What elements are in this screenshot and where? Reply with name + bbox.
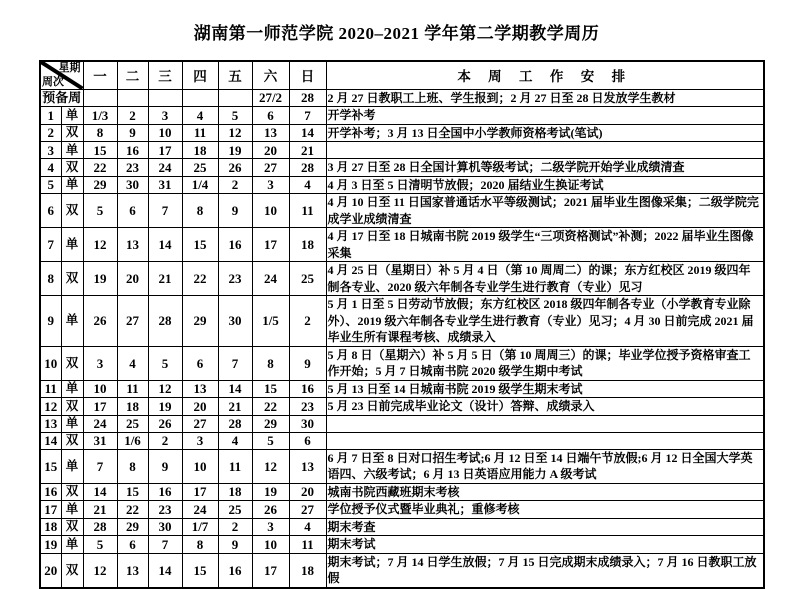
day-date-cell: 23 (117, 159, 148, 177)
day-date-cell: 10 (182, 449, 218, 483)
day-date-cell: 29 (252, 415, 289, 432)
day-date-cell: 8 (252, 346, 289, 380)
day-date-cell: 9 (218, 536, 252, 554)
day-date-cell: 13 (289, 449, 326, 483)
calendar-row (40, 262, 764, 296)
day-date-cell: 16 (148, 483, 182, 501)
week-parity-cell: 双 (61, 432, 83, 449)
day-date-cell: 30 (218, 296, 252, 347)
day-date-cell: 7 (148, 194, 182, 228)
week-parity-cell: 双 (61, 483, 83, 501)
work-schedule-cell: 5 月 8 日（星期六）补 5 月 5 日（第 10 周周三）的课；毕业学位授予资格审查工作开始；5 月 7 日城南书院 2020 级学生期中考试 (326, 346, 764, 380)
work-schedule-cell: 6 月 7 日至 8 日对口招生考试;6 月 12 日至 14 日端午节放假;6 月 12 日全国大学英语四、六级考试；6 月 13 日英语应用能力 A 级考试 (326, 449, 764, 483)
day-date-cell: 26 (83, 296, 117, 347)
work-schedule-cell: 2 月 27 日教职工上班、学生报到；2 月 27 日至 28 日发放学生教材 (326, 89, 764, 107)
day-date-cell: 15 (117, 483, 148, 501)
day-header-tue: 二 (117, 61, 148, 89)
day-date-cell: 18 (182, 142, 218, 159)
work-schedule-cell: 4 月 25 日（星期日）补 5 月 4 日（第 10 周周二）的课；东方红校区 2019 级四年制各专业、2020 级六年制各专业学生进行教育（专业）见习 (326, 262, 764, 296)
week-parity-cell: 单 (61, 296, 83, 347)
corner-label-weekday: 星期 (58, 62, 81, 74)
day-date-cell: 3 (252, 518, 289, 536)
day-date-cell: 31 (148, 176, 182, 194)
day-date-cell: 11 (218, 449, 252, 483)
day-header-thu: 四 (182, 61, 218, 89)
day-date-cell: 22 (117, 501, 148, 519)
calendar-row (40, 176, 764, 194)
day-date-cell: 26 (148, 415, 182, 432)
day-date-cell: 19 (83, 262, 117, 296)
calendar-row (40, 536, 764, 554)
week-number-cell: 11 (40, 380, 61, 398)
week-parity-cell: 单 (61, 142, 83, 159)
day-date-cell: 17 (252, 553, 289, 588)
day-date-cell: 10 (252, 536, 289, 554)
teaching-calendar-table (39, 60, 765, 589)
day-date-cell: 3 (252, 176, 289, 194)
day-date-cell: 25 (289, 262, 326, 296)
day-date-cell: 20 (182, 398, 218, 416)
week-number-cell: 3 (40, 142, 61, 159)
day-date-cell: 7 (289, 107, 326, 125)
week-parity-cell: 双 (61, 518, 83, 536)
day-date-cell: 16 (289, 380, 326, 398)
day-date-cell: 15 (182, 228, 218, 262)
day-date-cell: 11 (289, 194, 326, 228)
day-date-cell: 7 (148, 536, 182, 554)
day-date-cell (117, 89, 148, 107)
day-date-cell: 14 (148, 228, 182, 262)
day-header-fri: 五 (218, 61, 252, 89)
day-date-cell: 16 (218, 553, 252, 588)
calendar-row (40, 518, 764, 536)
day-date-cell: 5 (252, 432, 289, 449)
day-date-cell: 22 (83, 159, 117, 177)
day-date-cell: 6 (117, 536, 148, 554)
day-date-cell: 7 (83, 449, 117, 483)
week-number-cell: 1 (40, 107, 61, 125)
day-date-cell: 1/5 (252, 296, 289, 347)
page-title: 湖南第一师范学院 2020–2021 学年第二学期教学周历 (193, 24, 600, 43)
day-date-cell: 16 (218, 228, 252, 262)
day-date-cell: 24 (148, 159, 182, 177)
day-date-cell: 26 (218, 159, 252, 177)
day-date-cell: 16 (117, 142, 148, 159)
calendar-row (40, 296, 764, 347)
day-date-cell: 6 (289, 432, 326, 449)
week-number-cell: 2 (40, 124, 61, 142)
day-date-cell: 23 (289, 398, 326, 416)
day-date-cell: 21 (148, 262, 182, 296)
week-number-cell: 6 (40, 194, 61, 228)
day-date-cell: 12 (252, 449, 289, 483)
work-schedule-cell: 3 月 27 日至 28 日全国计算机等级考试；二级学院开始学业成绩清查 (326, 159, 764, 177)
calendar-row (40, 194, 764, 228)
week-parity-cell: 单 (61, 449, 83, 483)
day-date-cell: 8 (182, 194, 218, 228)
calendar-row (40, 142, 764, 159)
work-schedule-cell: 学位授予仪式暨毕业典礼；重修考核 (326, 501, 764, 519)
week-number-cell: 20 (40, 553, 61, 588)
day-date-cell: 17 (182, 483, 218, 501)
day-date-cell: 1/7 (182, 518, 218, 536)
day-date-cell: 20 (117, 262, 148, 296)
week-number-cell: 10 (40, 346, 61, 380)
work-schedule-cell: 4 月 17 日至 18 日城南书院 2019 级学生“三项资格测试”补测；2022 届毕业生图像采集 (326, 228, 764, 262)
day-date-cell: 2 (117, 107, 148, 125)
week-number-cell: 7 (40, 228, 61, 262)
calendar-row (40, 415, 764, 432)
day-date-cell: 5 (83, 194, 117, 228)
day-date-cell: 1/6 (117, 432, 148, 449)
day-date-cell: 25 (218, 501, 252, 519)
day-date-cell: 30 (148, 518, 182, 536)
work-schedule-cell: 期末考查 (326, 518, 764, 536)
day-date-cell: 10 (83, 380, 117, 398)
day-date-cell: 20 (289, 483, 326, 501)
work-schedule-cell: 5 月 1 日至 5 日劳动节放假；东方红校区 2018 级四年制各专业（小学教育专业除外）、2019 级六年制各专业学生进行教育（专业）见习；4 月 30 日前完成 2021 届毕业生所有课程考核、成绩录入 (326, 296, 764, 347)
day-date-cell: 10 (148, 124, 182, 142)
day-date-cell: 4 (289, 176, 326, 194)
day-date-cell: 2 (289, 296, 326, 347)
work-schedule-cell: 4 月 10 日至 11 日国家普通话水平等级测试；2021 届毕业生图像采集；二级学院完成学业成绩清查 (326, 194, 764, 228)
day-header-sat: 六 (252, 61, 289, 89)
day-date-cell: 20 (252, 142, 289, 159)
day-date-cell: 19 (218, 142, 252, 159)
day-date-cell: 21 (218, 398, 252, 416)
day-date-cell: 29 (83, 176, 117, 194)
day-date-cell: 28 (289, 89, 326, 107)
day-date-cell: 9 (148, 449, 182, 483)
work-schedule-cell: 开学补考 (326, 107, 764, 125)
day-date-cell: 19 (148, 398, 182, 416)
week-parity-cell: 单 (61, 228, 83, 262)
day-date-cell: 17 (252, 228, 289, 262)
day-date-cell: 14 (289, 124, 326, 142)
week-parity-cell: 双 (61, 346, 83, 380)
day-date-cell: 9 (289, 346, 326, 380)
day-header-wed: 三 (148, 61, 182, 89)
day-date-cell: 29 (117, 518, 148, 536)
week-number-cell: 17 (40, 501, 61, 519)
week-parity-cell: 双 (61, 553, 83, 588)
calendar-row (40, 553, 764, 588)
day-date-cell: 21 (83, 501, 117, 519)
day-date-cell: 11 (289, 536, 326, 554)
day-date-cell: 15 (182, 553, 218, 588)
calendar-row (40, 124, 764, 142)
week-number-cell: 14 (40, 432, 61, 449)
day-date-cell: 18 (218, 483, 252, 501)
week-number-cell: 15 (40, 449, 61, 483)
calendar-row (40, 107, 764, 125)
day-date-cell: 11 (117, 380, 148, 398)
week-number-cell: 12 (40, 398, 61, 416)
day-date-cell: 28 (218, 415, 252, 432)
calendar-row (40, 89, 764, 107)
day-date-cell: 24 (252, 262, 289, 296)
day-header-sun: 日 (289, 61, 326, 89)
week-parity-cell: 单 (61, 107, 83, 125)
day-date-cell: 3 (83, 346, 117, 380)
day-date-cell: 6 (252, 107, 289, 125)
day-date-cell: 3 (148, 107, 182, 125)
day-date-cell: 27 (289, 501, 326, 519)
week-parity-cell: 单 (61, 380, 83, 398)
day-date-cell: 2 (148, 432, 182, 449)
day-date-cell (218, 89, 252, 107)
day-date-cell: 14 (218, 380, 252, 398)
day-date-cell: 23 (148, 501, 182, 519)
day-date-cell: 4 (289, 518, 326, 536)
day-date-cell: 13 (252, 124, 289, 142)
day-date-cell: 15 (83, 142, 117, 159)
calendar-row (40, 432, 764, 449)
day-date-cell: 5 (148, 346, 182, 380)
day-date-cell: 26 (252, 501, 289, 519)
week-parity-cell: 单 (61, 536, 83, 554)
work-schedule-cell: 期末考试 (326, 536, 764, 554)
day-date-cell: 25 (117, 415, 148, 432)
day-date-cell: 10 (252, 194, 289, 228)
day-date-cell: 17 (148, 142, 182, 159)
week-number-cell: 8 (40, 262, 61, 296)
week-number-cell: 4 (40, 159, 61, 177)
day-date-cell: 24 (83, 415, 117, 432)
day-date-cell: 2 (218, 176, 252, 194)
day-date-cell: 18 (117, 398, 148, 416)
day-date-cell: 9 (117, 124, 148, 142)
day-date-cell: 28 (83, 518, 117, 536)
week-parity-cell: 双 (61, 159, 83, 177)
day-date-cell: 13 (117, 228, 148, 262)
header-row (40, 61, 764, 89)
work-schedule-header: 本 周 工 作 安 排 (326, 61, 764, 89)
day-date-cell: 17 (83, 398, 117, 416)
calendar-row (40, 449, 764, 483)
day-date-cell: 12 (83, 553, 117, 588)
day-date-cell: 22 (252, 398, 289, 416)
calendar-row (40, 501, 764, 519)
day-date-cell: 12 (83, 228, 117, 262)
day-date-cell: 14 (83, 483, 117, 501)
calendar-row (40, 228, 764, 262)
work-schedule-cell (326, 142, 764, 159)
day-date-cell: 13 (117, 553, 148, 588)
day-date-cell: 12 (218, 124, 252, 142)
corner-cell (40, 61, 83, 89)
week-number-cell: 19 (40, 536, 61, 554)
day-date-cell: 6 (182, 346, 218, 380)
day-date-cell: 23 (218, 262, 252, 296)
week-number-cell: 9 (40, 296, 61, 347)
day-date-cell: 4 (218, 432, 252, 449)
day-header-mon: 一 (83, 61, 117, 89)
day-date-cell: 4 (117, 346, 148, 380)
day-date-cell: 2 (218, 518, 252, 536)
day-date-cell (83, 89, 117, 107)
day-date-cell: 27 (117, 296, 148, 347)
week-parity-cell: 双 (61, 194, 83, 228)
day-date-cell: 5 (83, 536, 117, 554)
day-date-cell: 8 (117, 449, 148, 483)
day-date-cell: 22 (182, 262, 218, 296)
day-date-cell: 14 (148, 553, 182, 588)
work-schedule-cell (326, 415, 764, 432)
day-date-cell: 27 (252, 159, 289, 177)
day-date-cell: 8 (182, 536, 218, 554)
work-schedule-cell: 5 月 23 日前完成毕业论文（设计）答辩、成绩录入 (326, 398, 764, 416)
day-date-cell: 18 (289, 553, 326, 588)
day-date-cell: 15 (252, 380, 289, 398)
work-schedule-cell: 城南书院西藏班期末考核 (326, 483, 764, 501)
calendar-row (40, 380, 764, 398)
day-date-cell: 3 (182, 432, 218, 449)
corner-label-weeknum: 周次 (42, 75, 64, 88)
day-date-cell: 19 (252, 483, 289, 501)
day-date-cell: 18 (289, 228, 326, 262)
week-parity-cell: 双 (61, 262, 83, 296)
day-date-cell: 7 (218, 346, 252, 380)
day-date-cell: 6 (117, 194, 148, 228)
day-date-cell: 28 (148, 296, 182, 347)
day-date-cell: 4 (182, 107, 218, 125)
week-number-cell: 18 (40, 518, 61, 536)
week-parity-cell: 单 (61, 415, 83, 432)
day-date-cell (148, 89, 182, 107)
day-date-cell: 21 (289, 142, 326, 159)
week-number-cell: 预备周 (40, 89, 83, 107)
work-schedule-cell (326, 432, 764, 449)
day-date-cell: 12 (148, 380, 182, 398)
day-date-cell: 13 (182, 380, 218, 398)
day-date-cell: 11 (182, 124, 218, 142)
day-date-cell: 30 (117, 176, 148, 194)
week-parity-cell: 双 (61, 398, 83, 416)
day-date-cell: 24 (182, 501, 218, 519)
work-schedule-cell: 4 月 3 日至 5 日清明节放假；2020 届结业生换证考试 (326, 176, 764, 194)
day-date-cell: 27 (182, 415, 218, 432)
day-date-cell: 27/2 (252, 89, 289, 107)
day-date-cell: 9 (218, 194, 252, 228)
work-schedule-cell: 开学补考；3 月 13 日全国中小学教师资格考试(笔试) (326, 124, 764, 142)
week-parity-cell: 单 (61, 501, 83, 519)
day-date-cell: 29 (182, 296, 218, 347)
calendar-row (40, 346, 764, 380)
day-date-cell: 25 (182, 159, 218, 177)
week-number-cell: 16 (40, 483, 61, 501)
day-date-cell: 1/4 (182, 176, 218, 194)
day-date-cell: 1/3 (83, 107, 117, 125)
calendar-row (40, 483, 764, 501)
day-date-cell: 8 (83, 124, 117, 142)
calendar-row (40, 159, 764, 177)
work-schedule-cell: 5 月 13 日至 14 日城南书院 2019 级学生期末考试 (326, 380, 764, 398)
week-parity-cell: 双 (61, 124, 83, 142)
day-date-cell: 28 (289, 159, 326, 177)
week-number-cell: 5 (40, 176, 61, 194)
day-date-cell: 30 (289, 415, 326, 432)
work-schedule-cell: 期末考试；7 月 14 日学生放假；7 月 15 日完成期末成绩录入；7 月 16 日教职工放假 (326, 553, 764, 588)
week-parity-cell: 单 (61, 176, 83, 194)
day-date-cell (182, 89, 218, 107)
week-number-cell: 13 (40, 415, 61, 432)
day-date-cell: 5 (218, 107, 252, 125)
day-date-cell: 31 (83, 432, 117, 449)
calendar-row (40, 398, 764, 416)
